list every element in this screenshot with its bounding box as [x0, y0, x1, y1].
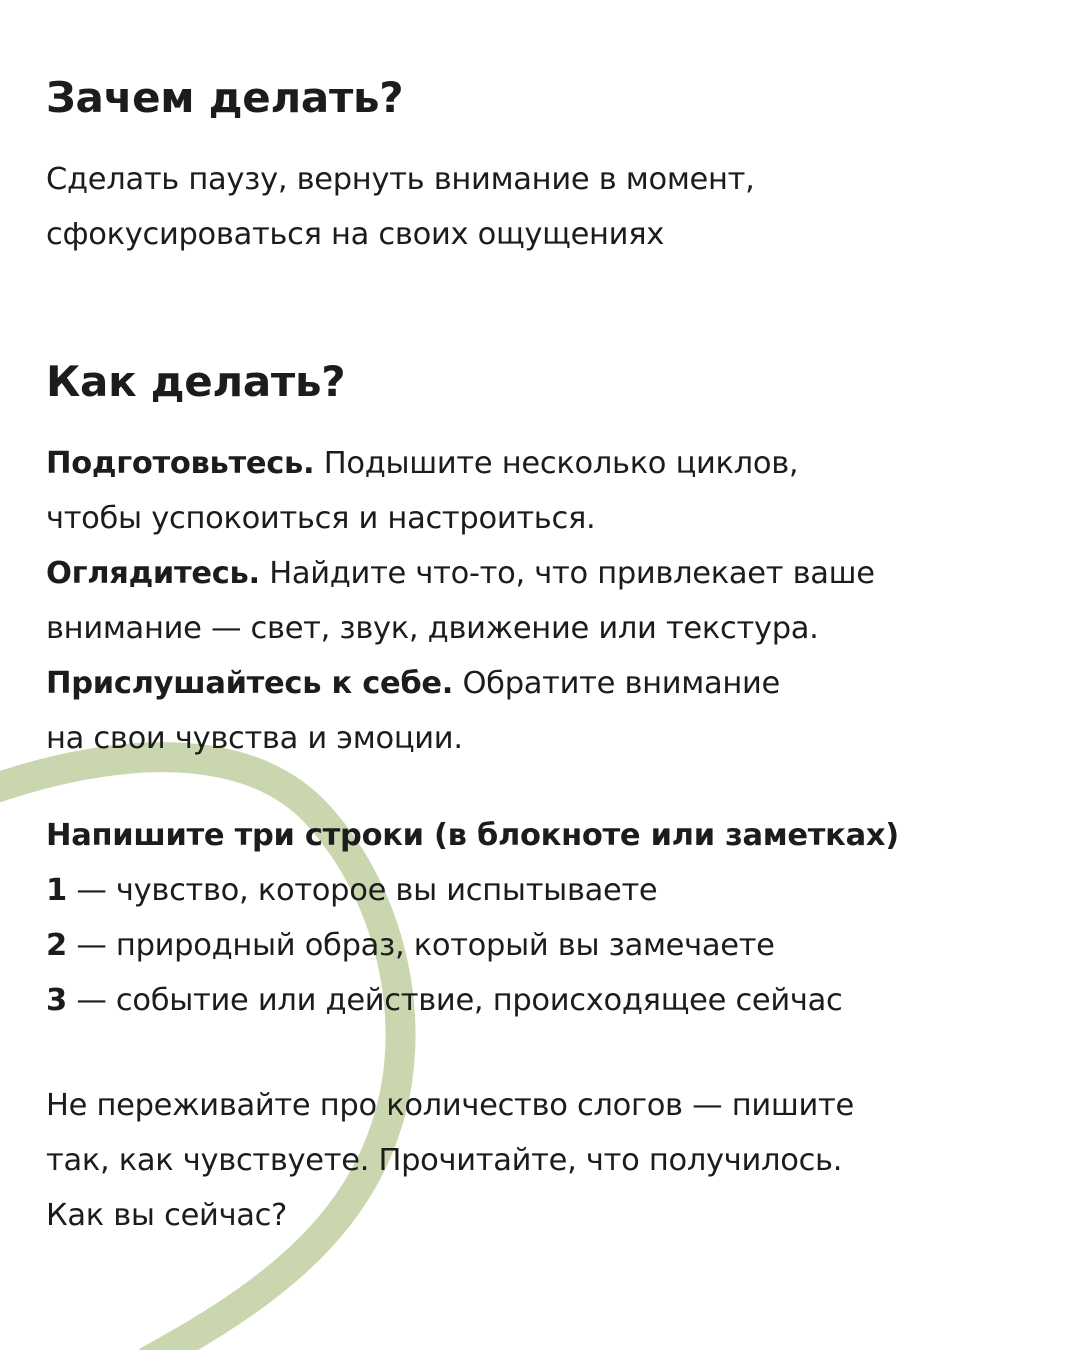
- closing-line: Не переживайте про количество слогов — пишите: [46, 1088, 854, 1123]
- write-line-2: [46, 918, 899, 973]
- step-label: Прислушайтесь к себе.: [46, 666, 454, 701]
- write-line-number: 1: [46, 873, 67, 908]
- step-text: чтобы успокоиться и настроиться.: [46, 501, 596, 536]
- closing-text: [46, 1078, 854, 1243]
- why-text-line: Сделать паузу, вернуть внимание в момент,: [46, 162, 755, 197]
- step-look: [46, 546, 875, 601]
- write-line-text: — природный образ, который вы замечаете: [66, 928, 775, 963]
- why-text-line: сфокусироваться на своих ощущениях: [46, 217, 664, 252]
- step-label: Подготовьтесь.: [46, 446, 315, 481]
- write-line-1: [46, 863, 899, 918]
- closing-line: так, как чувствуете. Прочитайте, что получилось.: [46, 1143, 843, 1178]
- step-label: Оглядитесь.: [46, 556, 260, 591]
- write-line-text: — событие или действие, происходящее сейчас: [66, 983, 843, 1018]
- write-title: Напишите три строки (в блокноте или заметках): [46, 818, 899, 853]
- step-text: внимание — свет, звук, движение или текстура.: [46, 611, 819, 646]
- write-line-number: 2: [46, 928, 67, 963]
- how-heading: Как делать?: [46, 357, 346, 406]
- step-text: Найдите что-то, что привлекает ваше: [259, 556, 875, 591]
- step-text: Подышите несколько циклов,: [314, 446, 799, 481]
- step-text: на свои чувства и эмоции.: [46, 721, 463, 756]
- step-text: Обратите внимание: [453, 666, 781, 701]
- write-line-3: [46, 973, 899, 1028]
- write-line-text: — чувство, которое вы испытываете: [66, 873, 658, 908]
- write-line-number: 3: [46, 983, 67, 1018]
- step-listen: [46, 656, 875, 711]
- why-text: [46, 152, 755, 262]
- step-prepare: [46, 436, 875, 491]
- why-heading: Зачем делать?: [46, 73, 404, 122]
- write-block: [46, 808, 899, 1028]
- closing-line: Как вы сейчас?: [46, 1198, 288, 1233]
- how-steps: [46, 436, 875, 766]
